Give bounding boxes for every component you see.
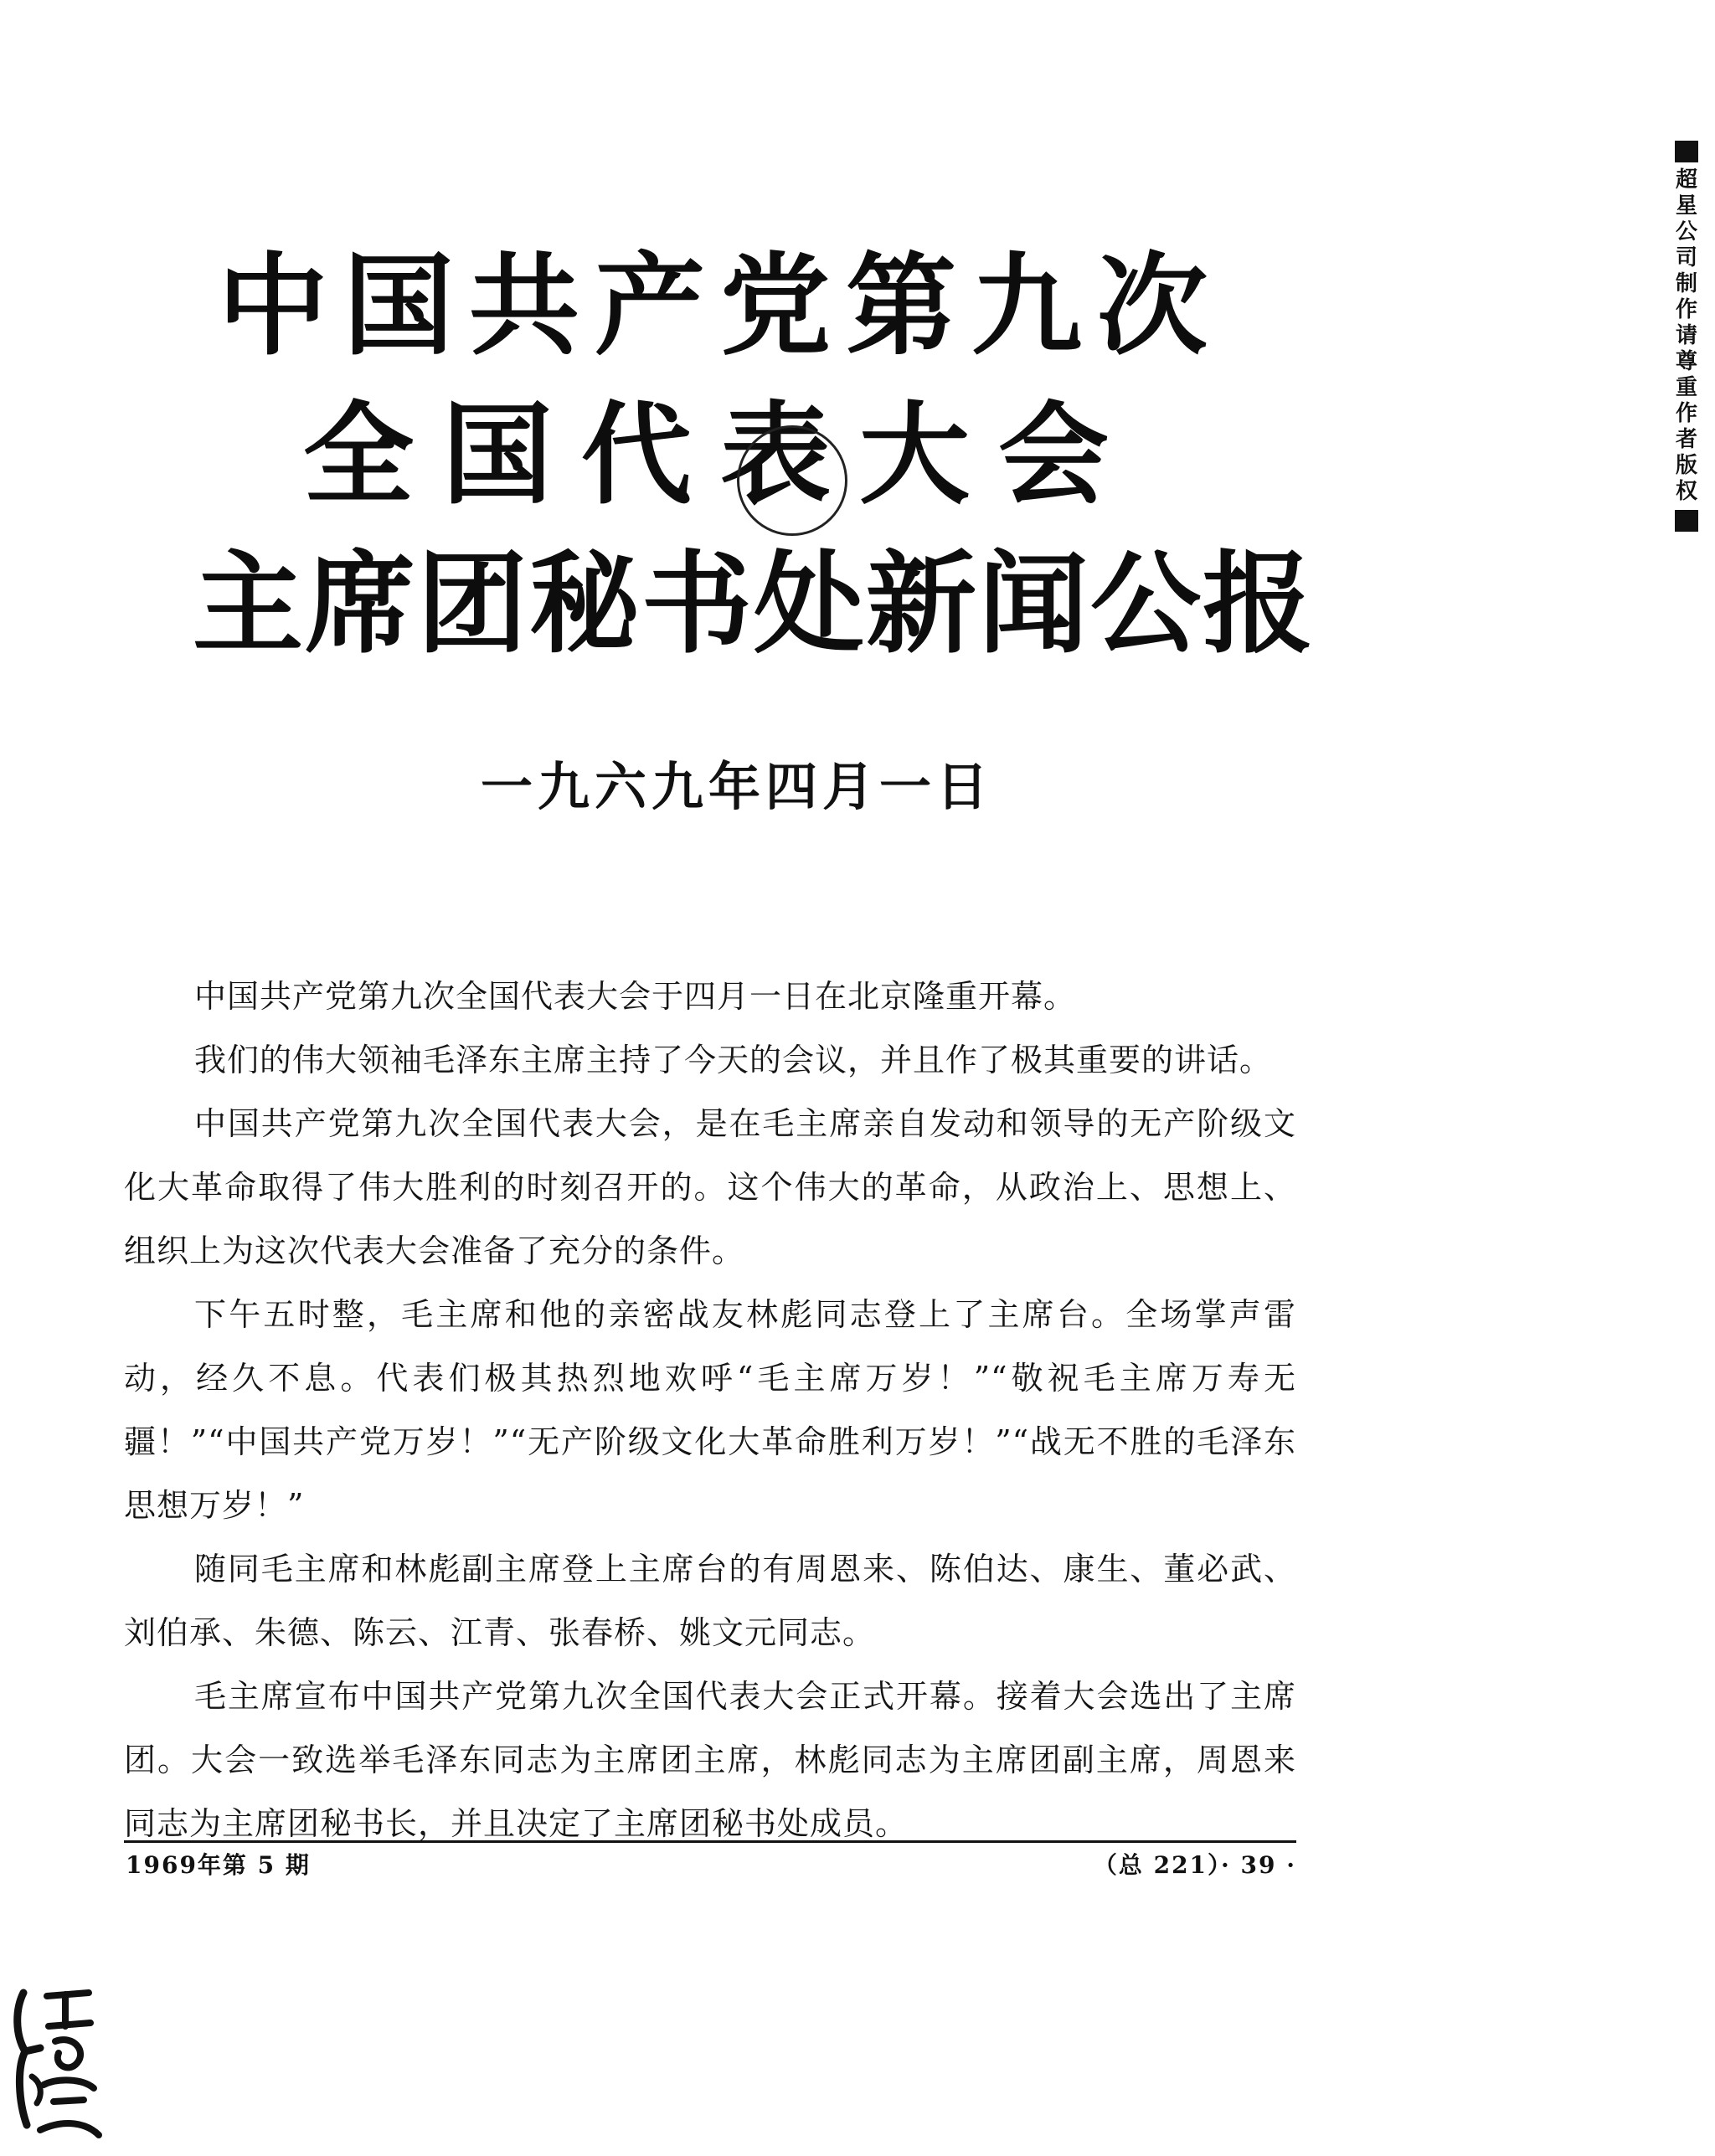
copyright-side-notice [1671, 141, 1702, 532]
article-body [124, 965, 1296, 1855]
title-line-1: 中国共产党第九次 [218, 242, 1223, 371]
side-notice-text: 超星公司制作 请尊重作者版权 [1675, 167, 1697, 504]
paragraph: 中国共产党第九次全国代表大会于四月一日在北京隆重开幕。 [194, 978, 1077, 1015]
publication-date: 一九六九年四月一日 [480, 756, 993, 817]
title-line-2: 全国代表大会 [303, 391, 1137, 520]
paragraph: 下午五时整，毛主席和他的亲密战友林彪同志登上了主席台。全场掌声雷动，经久不息。代表们极其热烈地欢呼“毛主席万岁！”“敬祝毛主席万寿无疆！”“中国共产党万岁！”“无产阶级文化大革命胜利万岁！”“战无不胜的毛泽东思想万岁！” [124, 1296, 1296, 1524]
paragraph: 中国共产党第九次全国代表大会，是在毛主席亲自发动和领导的无产阶级文化大革命取得了伟大胜利的时刻召开的。这个伟大的革命，从政治上、思想上、组织上为这次代表大会准备了充分的条件。 [124, 1105, 1296, 1269]
seal-logo-icon [7, 1976, 107, 2143]
paragraph: 我们的伟大领袖毛泽东主席主持了今天的会议，并且作了极其重要的讲话。 [194, 1042, 1273, 1078]
title-line-3: 主席团秘书处新闻公报 [193, 540, 1315, 669]
footer-divider [124, 1840, 1296, 1843]
paragraph: 随同毛主席和林彪副主席登上主席台的有周恩来、陈伯达、康生、董必武、刘伯承、朱德、陈云、江青、张春桥、姚文元同志。 [124, 1551, 1296, 1651]
issue-label: 1969年第 5 期 [126, 1851, 311, 1879]
side-bar-top [1675, 141, 1698, 162]
handwritten-circle-mark [737, 425, 847, 536]
side-bar-bottom [1675, 510, 1698, 532]
paragraph: 毛主席宣布中国共产党第九次全国代表大会正式开幕。接着大会选出了主席团。大会一致选举毛泽东同志为主席团主席，林彪同志为主席团副主席，周恩来同志为主席团秘书长，并且决定了主席团秘书处成员。 [124, 1678, 1296, 1842]
page-number: （总 221）· 39 · [1093, 1851, 1296, 1879]
